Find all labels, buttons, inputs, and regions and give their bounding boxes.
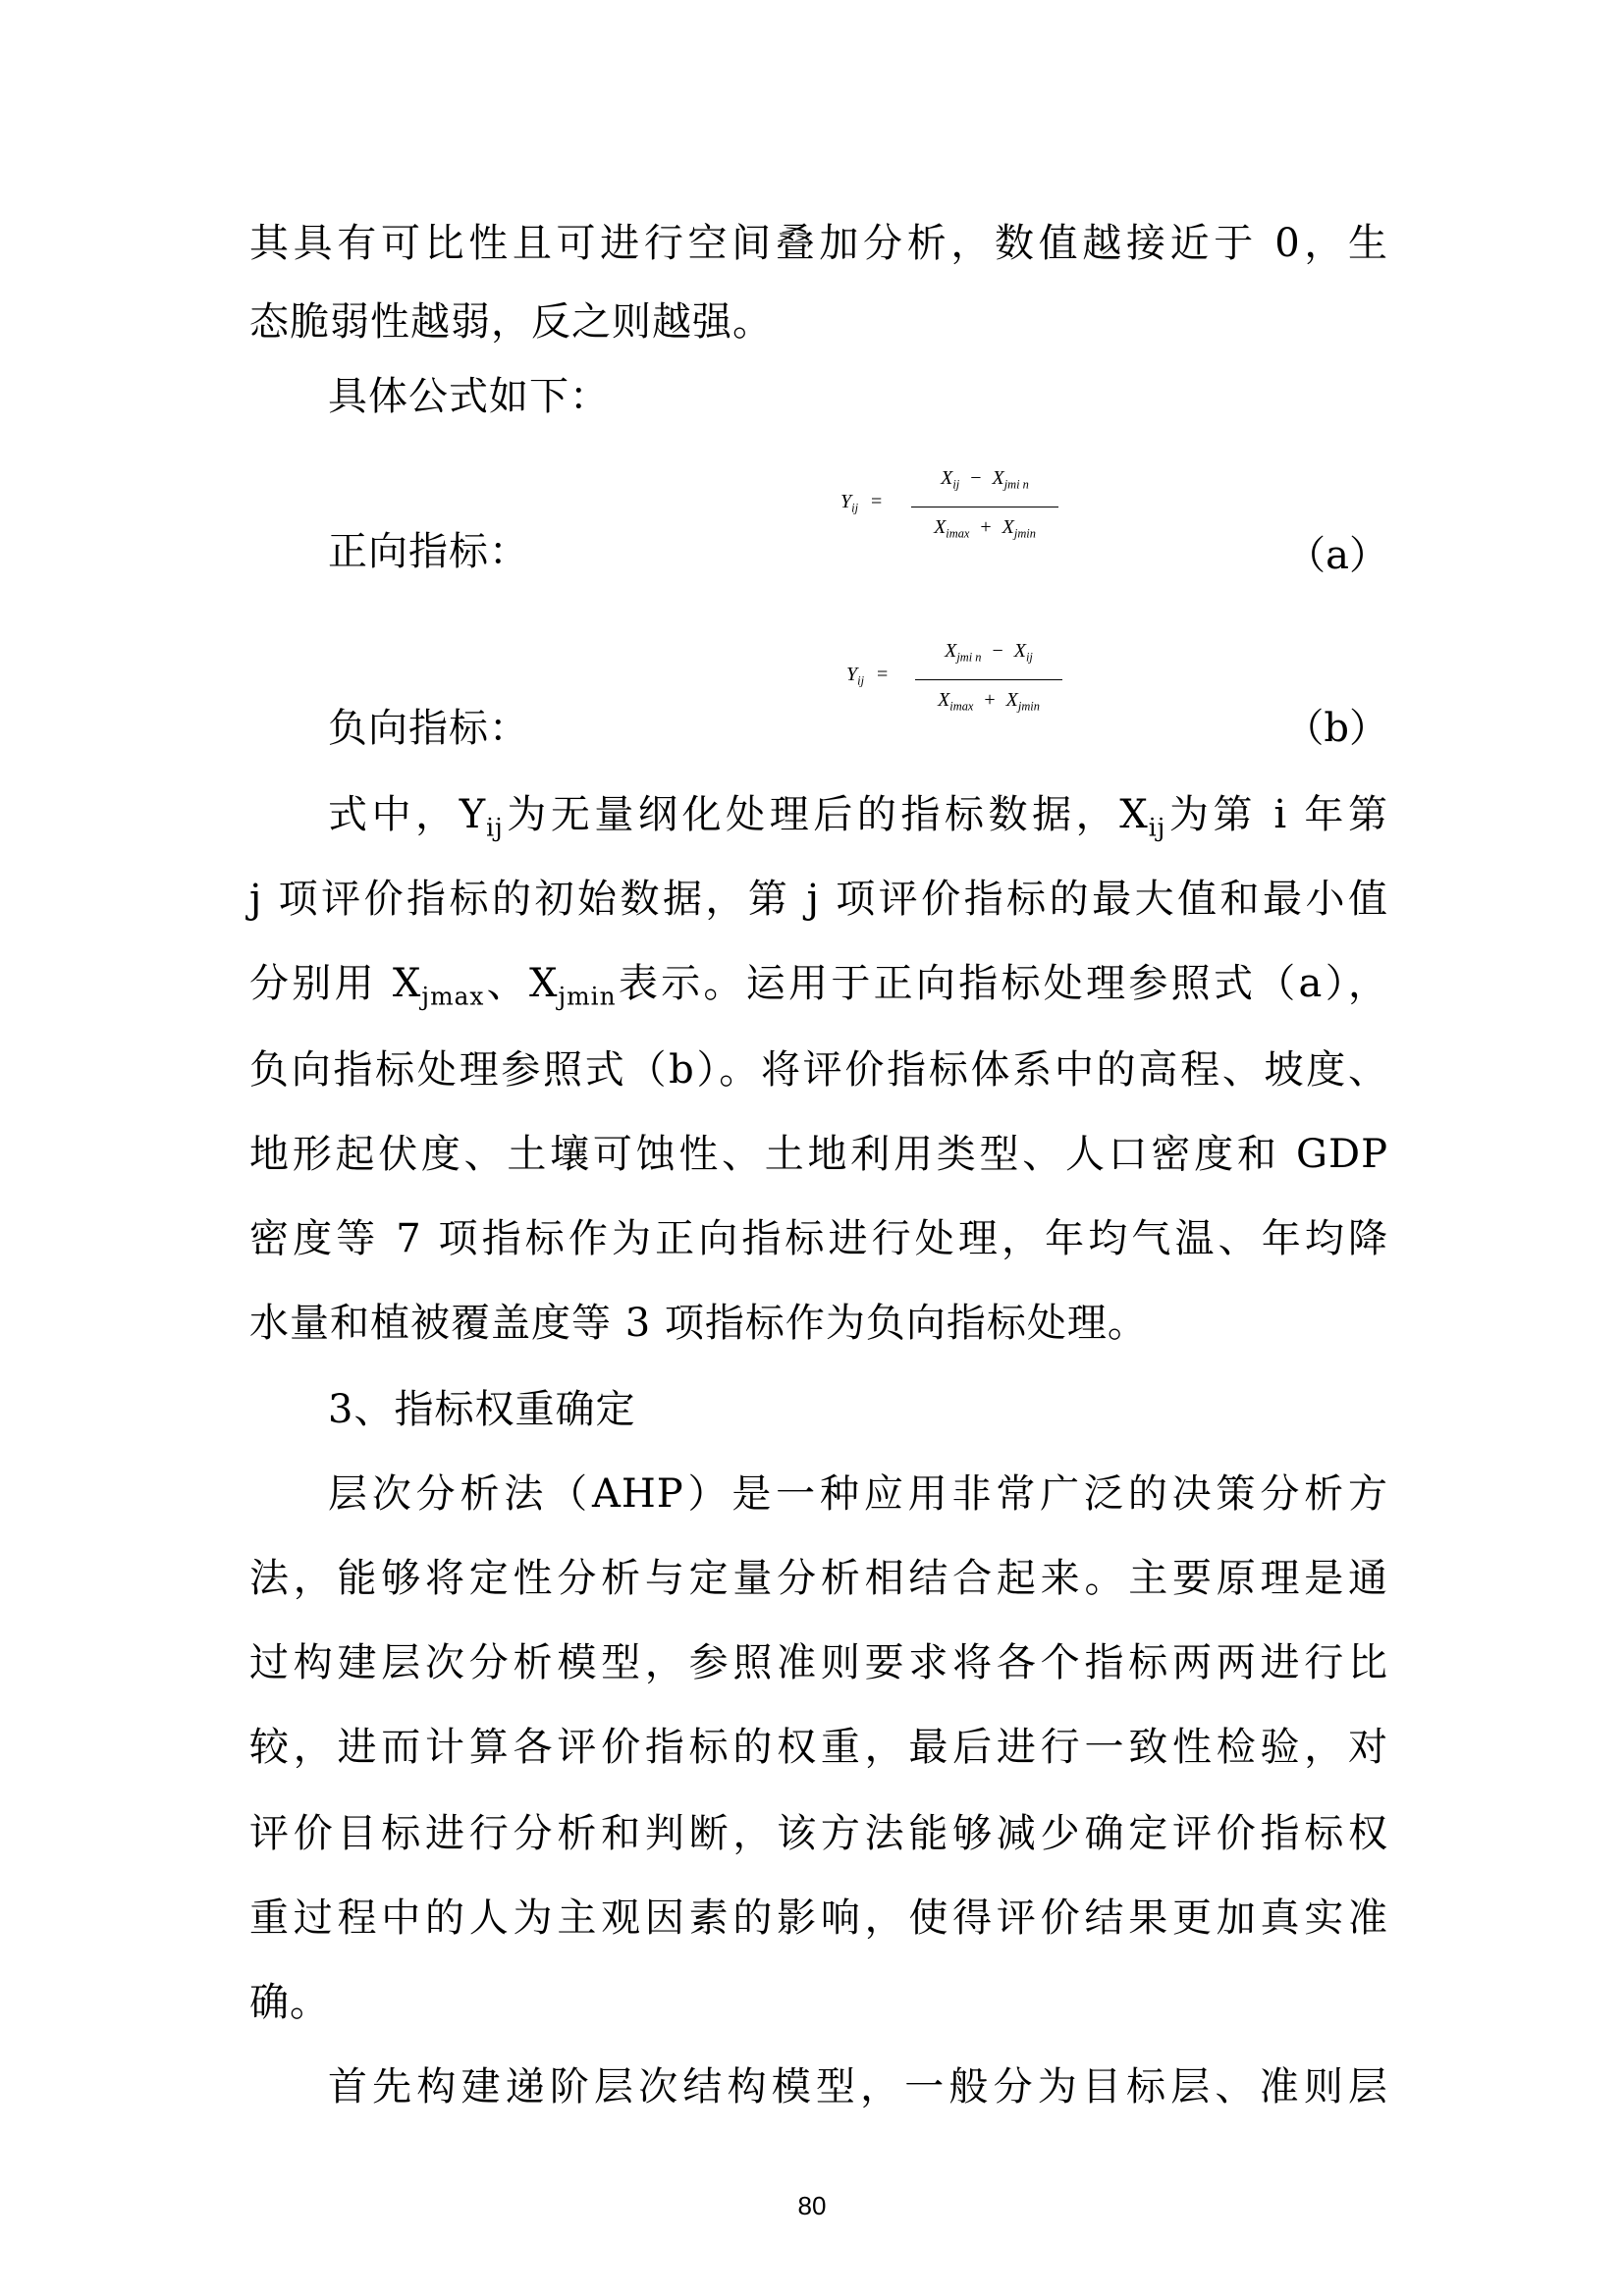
formula-b-numerator: $X_{jmi n} - X_{ij}$ [945, 640, 1033, 665]
p3-line1: 层次分析法（AHP）是一种应用非常广泛的决策分析方 [328, 1471, 1388, 1517]
p3-line4: 较，进而计算各评价指标的权重，最后进行一致性检验，对 [249, 1725, 1388, 1770]
p3-line2: 法，能够将定性分析与定量分析相结合起来。主要原理是通 [249, 1556, 1388, 1601]
p2-line5: 地形起伏度、土壤可蚀性、土地利用类型、人口密度和 GDP [249, 1132, 1388, 1177]
p3-line5: 评价目标进行分析和判断，该方法能够减少确定评价指标权 [249, 1811, 1388, 1856]
formula-b-number: （b） [1284, 706, 1388, 751]
section-heading: 3、指标权重确定 [328, 1387, 636, 1432]
formula-b-lhs: $Y_{ij}$ = [846, 664, 889, 688]
p1-line2: 态脆弱性越弱，反之则越强。 [249, 299, 773, 345]
p4-line1: 首先构建递阶层次结构模型，一般分为目标层、准则层 [328, 2064, 1388, 2109]
p2-line2: j 项评价指标的初始数据，第 j 项评价指标的最大值和最小值 [249, 877, 1388, 922]
formula-a-lhs: $Y_{ij}$ = [840, 491, 883, 515]
formula-a-number: （a） [1286, 533, 1388, 578]
formula-intro: 具体公式如下： [328, 374, 610, 419]
formula-b-denominator: $X_{imax} + X_{jmin}$ [938, 689, 1040, 714]
p2-line6: 密度等 7 项指标作为正向指标进行处理，年均气温、年均降 [249, 1216, 1388, 1261]
p2-line1: 式中，$Y_{ij}$为无量纲化处理后的指标数据，$X_{ij}$为第 i 年第 [328, 792, 1388, 842]
formula-b-label: 负向指标： [328, 706, 529, 751]
p2-line4: 负向指标处理参照式（b）。将评价指标体系中的高程、坡度、 [249, 1047, 1388, 1093]
p1-line1: 其具有可比性且可进行空间叠加分析，数值越接近于 0，生 [249, 221, 1388, 266]
p3-line7: 确。 [249, 1980, 330, 2025]
formula-b-fraction-bar [915, 679, 1062, 680]
formula-a-denominator: $X_{imax} + X_{jmin}$ [934, 516, 1036, 541]
p2-line7: 水量和植被覆盖度等 3 项指标作为负向指标处理。 [249, 1301, 1148, 1346]
formula-a-label: 正向指标： [328, 529, 529, 574]
formula-a-numerator: $X_{ij} - X_{jmi n}$ [941, 467, 1029, 492]
p3-line6: 重过程中的人为主观因素的影响，使得评价结果更加真实准 [249, 1896, 1388, 1941]
p3-line3: 过构建层次分析模型，参照准则要求将各个指标两两进行比 [249, 1640, 1388, 1685]
page-number: 80 [797, 2191, 827, 2220]
p2-line3: 分别用 $X_{jmax}$、$X_{jmin}$表示。运用于正向指标处理参照式（a）， [249, 961, 1388, 1011]
